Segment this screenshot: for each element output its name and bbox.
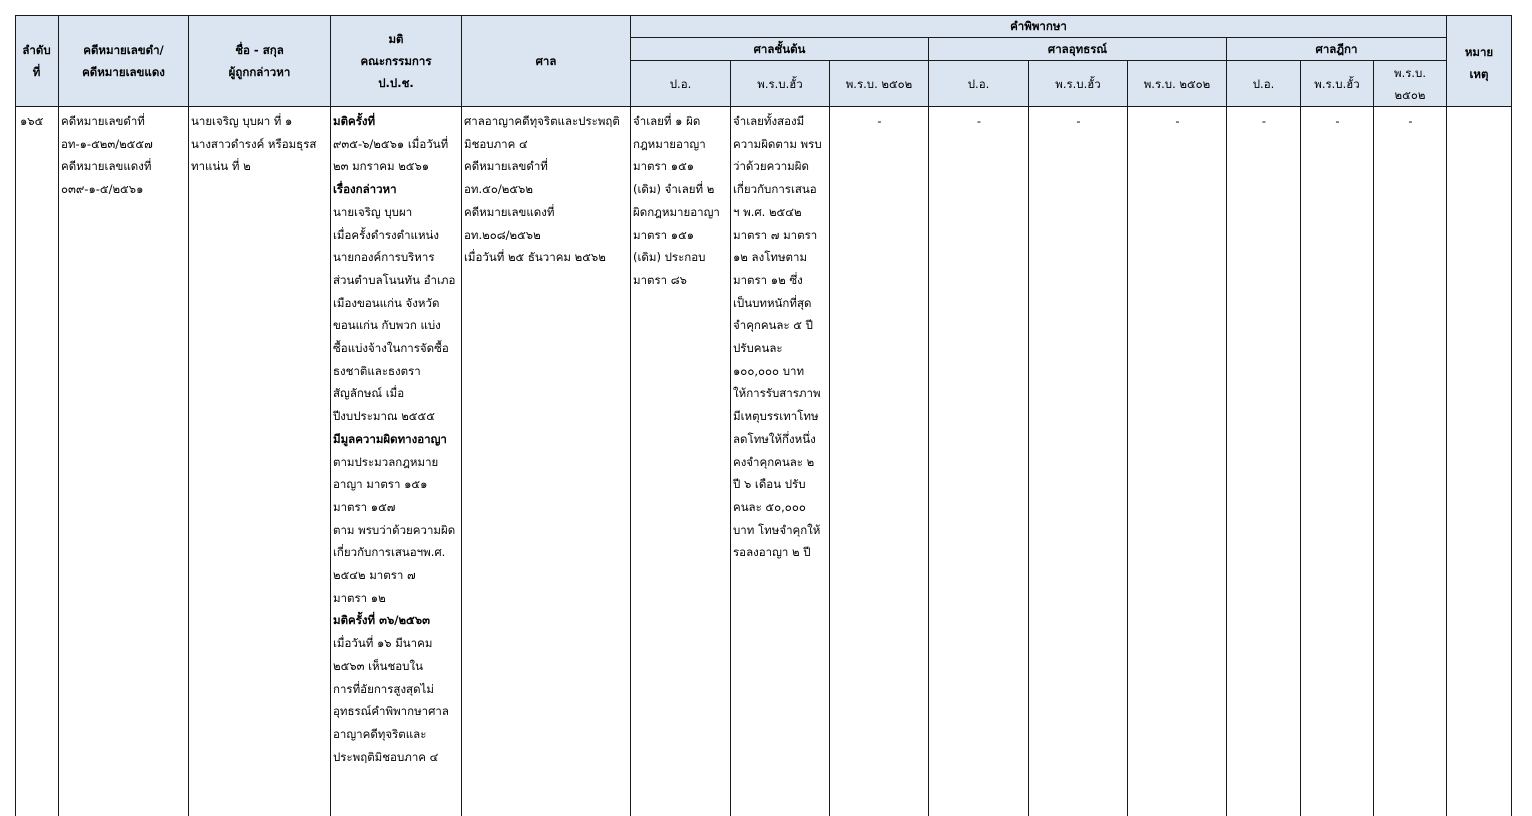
resolution-line: การที่อัยการสูงสุดไม่ [333,681,434,696]
court-line: ศาลอาญาคดีทุจริตและประพฤติ [464,114,620,128]
first-act-line: ปรับคนละ [733,341,783,356]
cell-first-bid-act [733,110,828,564]
header-seq-line2: ที่ [32,64,41,79]
header-nacc-resolution [331,15,462,107]
cell-supreme-2502 [1374,110,1447,133]
accused-line: นายเจริญ บุบผา ที่ ๑ [191,114,293,128]
header-resolution-line1: มติ [388,31,404,46]
dash-value: - [976,114,982,128]
subheader-appeal-bid-act-label: พ.ร.บ.ฮั้ว [1055,76,1101,91]
subheader-appeal-bid-act [1029,61,1128,107]
case-number-line: อท-๑-๕๒๓/๒๕๕๗ [61,136,153,151]
header-seq [15,15,59,107]
subheader-first-penal-code [631,61,731,107]
column-divider [1511,107,1512,816]
cell-case-number [61,110,187,201]
subheader-supreme-2502-line2: ๒๕๐๒ [1394,87,1426,102]
resolution-line: ขอนแก่น กับพวก แบ่ง [333,318,441,333]
column-divider [1300,107,1301,816]
header-name-line2: ผู้ถูกกล่าวหา [228,64,291,79]
header-accused-name [189,15,331,107]
first-act-line: มีเหตุบรรเทาโทษ [733,409,819,424]
column-divider [1226,107,1227,816]
subheader-appeal-2502-label: พ.ร.บ. ๒๕๐๒ [1143,76,1211,91]
first-act-line: บาท โทษจำคุกให้ [733,522,821,537]
subheader-first-2502-act [830,61,929,107]
cell-supreme-penal-code [1227,110,1301,133]
header-remark-line1: หมาย [1464,45,1494,59]
resolution-line: ๒๕๖๓ เห็นชอบใน [333,658,423,673]
subheader-supreme-bid-act-label: พ.ร.บ.ฮั้ว [1314,76,1360,91]
resolution-line: นายเจริญ บุบผา [333,204,413,219]
subheader-supreme-bid-act [1301,61,1374,107]
first-act-line: จำคุกคนละ ๕ ปี [733,318,813,333]
first-act-line: เกี่ยวกับการเสนอ [733,182,817,197]
first-po-line: (เดิม) ประกอบ [633,250,706,265]
court-line: อท.๒๐๘/๒๕๖๒ [464,227,541,242]
resolution-line: มาตรา ๑๒ [333,590,386,605]
header-remark [1447,15,1512,107]
subheader-appeal-penal-code [929,61,1029,107]
dash-value: - [877,114,882,128]
resolution-line: ธงชาติและธงตรา [333,363,421,378]
court-line: มิชอบภาค ๔ [464,136,528,151]
resolution-line: มติครั้งที่ ๓๖/๒๕๖๓ [333,613,430,628]
first-po-line: มาตรา ๘๖ [633,272,687,287]
subheader-appeal-2502-act [1128,61,1227,107]
resolution-line: เรื่องกล่าวหา [333,182,397,197]
first-act-line: มาตรา ๗ มาตรา [733,227,818,242]
header-case-line2: คดีหมายเลขแดง [82,64,165,79]
court-line: อท.๕๐/๒๕๖๒ [464,182,533,197]
cell-appeal-penal-code [929,110,1029,133]
column-divider [1373,107,1374,816]
header-resolution-line3: ป.ป.ช. [378,75,414,90]
resolution-line: อาญา มาตรา ๑๕๑ [333,477,428,492]
first-act-line: คนละ ๕๐,๐๐๐ [733,499,806,514]
subheader-first-bid-act-label: พ.ร.บ.ฮั้ว [757,76,803,91]
first-act-line: ให้การรับสารภาพ [733,386,821,401]
column-divider [928,107,929,816]
subheader-appeal-penal-code-label: ป.อ. [967,76,990,91]
column-divider [1446,107,1447,816]
first-po-line: กฎหมายอาญา [633,136,706,151]
column-divider [461,107,462,816]
case-number-line: ๐๓๙-๑-๕/๒๕๖๑ [61,182,144,197]
resolution-line: มาตรา ๑๕๗ [333,499,396,514]
first-po-line: มาตรา ๑๕๑ [633,227,695,242]
header-remark-line2: เหตุ [1469,67,1489,81]
header-supreme-label: ศาลฎีกา [1315,42,1358,56]
header-appeal-label: ศาลอุทธรณ์ [1047,42,1108,56]
resolution-line: ๒๕๔๒ มาตรา ๗ [333,568,416,583]
header-resolution-line2: คณะกรรมการ [360,53,432,68]
first-act-line: ความผิดตาม พรบ [733,136,822,151]
resolution-line: ตาม พรบว่าด้วยความผิด [333,522,456,537]
resolution-line: ประพฤติมิชอบภาค ๔ [333,749,439,764]
resolution-line: สัญลักษณ์ เมื่อ [333,386,405,401]
column-divider [1028,107,1029,816]
resolution-line: เกี่ยวกับการเสนอฯพ.ศ. [333,545,446,560]
cell-court [464,110,629,269]
resolution-line: ตามประมวลกฎหมาย [333,454,439,469]
header-first-instance [631,38,929,61]
cell-accused-name [191,110,329,178]
cell-first-2502 [830,110,929,133]
dash-value: - [1261,114,1267,128]
first-act-line: ๑๐๐,๐๐๐ บาท [733,363,805,378]
case-number-line: คดีหมายเลขแดงที่ [61,159,152,174]
header-court-label: ศาล [535,53,557,68]
subheader-first-penal-code-label: ป.อ. [669,76,692,91]
resolution-line: เมืองขอนแก่น จังหวัด [333,295,440,310]
subheader-supreme-2502-line1: พ.ร.บ. [1393,65,1427,80]
first-act-line: คงจำคุกคนละ ๒ [733,454,815,469]
first-act-line: ว่าด้วยความผิด [733,159,809,174]
court-line: คดีหมายเลขแดงที่ [464,204,555,219]
header-verdict-label: คำพิพากษา [1010,19,1067,33]
column-divider [1127,107,1128,816]
cell-supreme-bid-act [1301,110,1374,133]
resolution-line: ปีงบประมาณ ๒๕๕๕ [333,409,435,424]
cell-appeal-bid-act [1029,110,1128,133]
resolution-line: อุทธรณ์คำพิพากษาศาล [333,704,449,719]
accused-line: ทาแน่น ที่ ๒ [191,159,251,174]
header-supreme-court [1227,38,1447,61]
first-po-line: จำเลยที่ ๑ ผิด [633,114,701,128]
case-number-line: คดีหมายเลขดำที่ [61,114,145,128]
resolution-line: ๙๓๕-๖/๒๕๖๑ เมื่อวันที่ [333,136,449,151]
column-divider [330,107,331,816]
resolution-line: เมื่อครั้งดำรงตำแหน่ง [333,227,440,242]
first-act-line: ฯ พ.ศ. ๒๕๔๒ [733,204,802,219]
subheader-first-2502-label: พ.ร.บ. ๒๕๐๒ [845,76,913,91]
column-divider [829,107,830,816]
column-divider [58,107,59,816]
header-case-line1: คดีหมายเลขดำ/ [83,42,164,57]
resolution-line: ส่วนตำบลโนนทัน อำเภอ [333,272,456,287]
first-act-line: จำเลยทั้งสองมี [733,114,805,128]
subheader-supreme-2502-act [1374,61,1447,107]
header-court [462,15,631,107]
cell-seq [20,110,56,133]
first-po-line: (เดิม) จำเลยที่ ๒ [633,182,715,197]
first-act-line: เป็นบทหนักที่สุด [733,295,812,310]
column-divider [188,107,189,816]
column-divider [630,107,631,816]
first-act-line: รอลงอาญา ๒ ปี [733,545,811,560]
cell-first-penal-code [633,110,729,292]
header-case-number [59,15,189,107]
dash-value: - [1175,114,1180,128]
resolution-line: มีมูลความผิดทางอาญา [333,431,447,446]
first-act-line: ลดโทษให้กึ่งหนึ่ง [733,431,816,446]
column-divider [730,107,731,816]
first-act-line: ๑๒ ลงโทษตาม [733,250,808,265]
seq-number: ๑๖๕ [20,114,44,128]
cell-nacc-resolution [333,110,460,768]
first-po-line: มาตรา ๑๕๑ [633,159,695,174]
subheader-first-bid-act [731,61,830,107]
dash-value: - [1076,114,1081,128]
resolution-line: ซื้อแบ่งจ้างในการจัดซื้อ [333,341,449,356]
resolution-line: เมื่อวันที่ ๑๖ มีนาคม [333,636,433,651]
first-po-line: ผิดกฎหมายอาญา [633,204,720,219]
first-act-line: ปี ๖ เดือน ปรับ [733,477,806,492]
subheader-supreme-penal-code-label: ป.อ. [1252,76,1275,91]
court-line: คดีหมายเลขดำที่ [464,159,548,174]
header-seq-line1: ลำดับ [22,42,51,57]
cell-appeal-2502 [1128,110,1227,133]
resolution-line: มติครั้งที่ [333,114,376,128]
header-verdict [631,15,1447,38]
accused-line: นางสาวดำรงค์ หรือมธุรส [191,136,317,151]
dash-value: - [1335,114,1340,128]
first-act-line: มาตรา ๑๒ ซึ่ง [733,272,803,287]
resolution-line: ๒๓ มกราคม ๒๕๖๑ [333,159,430,174]
court-line: เมื่อวันที่ ๒๕ ธันวาคม ๒๕๖๒ [464,250,606,265]
subheader-supreme-penal-code [1227,61,1301,107]
resolution-line: นายกองค์การบริหาร [333,250,435,265]
header-name-line1: ชื่อ - สกุล [235,42,284,57]
resolution-line: อาญาคดีทุจริตและ [333,726,427,741]
dash-value: - [1408,114,1413,128]
header-appeal-court [929,38,1227,61]
header-first-instance-label: ศาลชั้นต้น [753,42,806,56]
